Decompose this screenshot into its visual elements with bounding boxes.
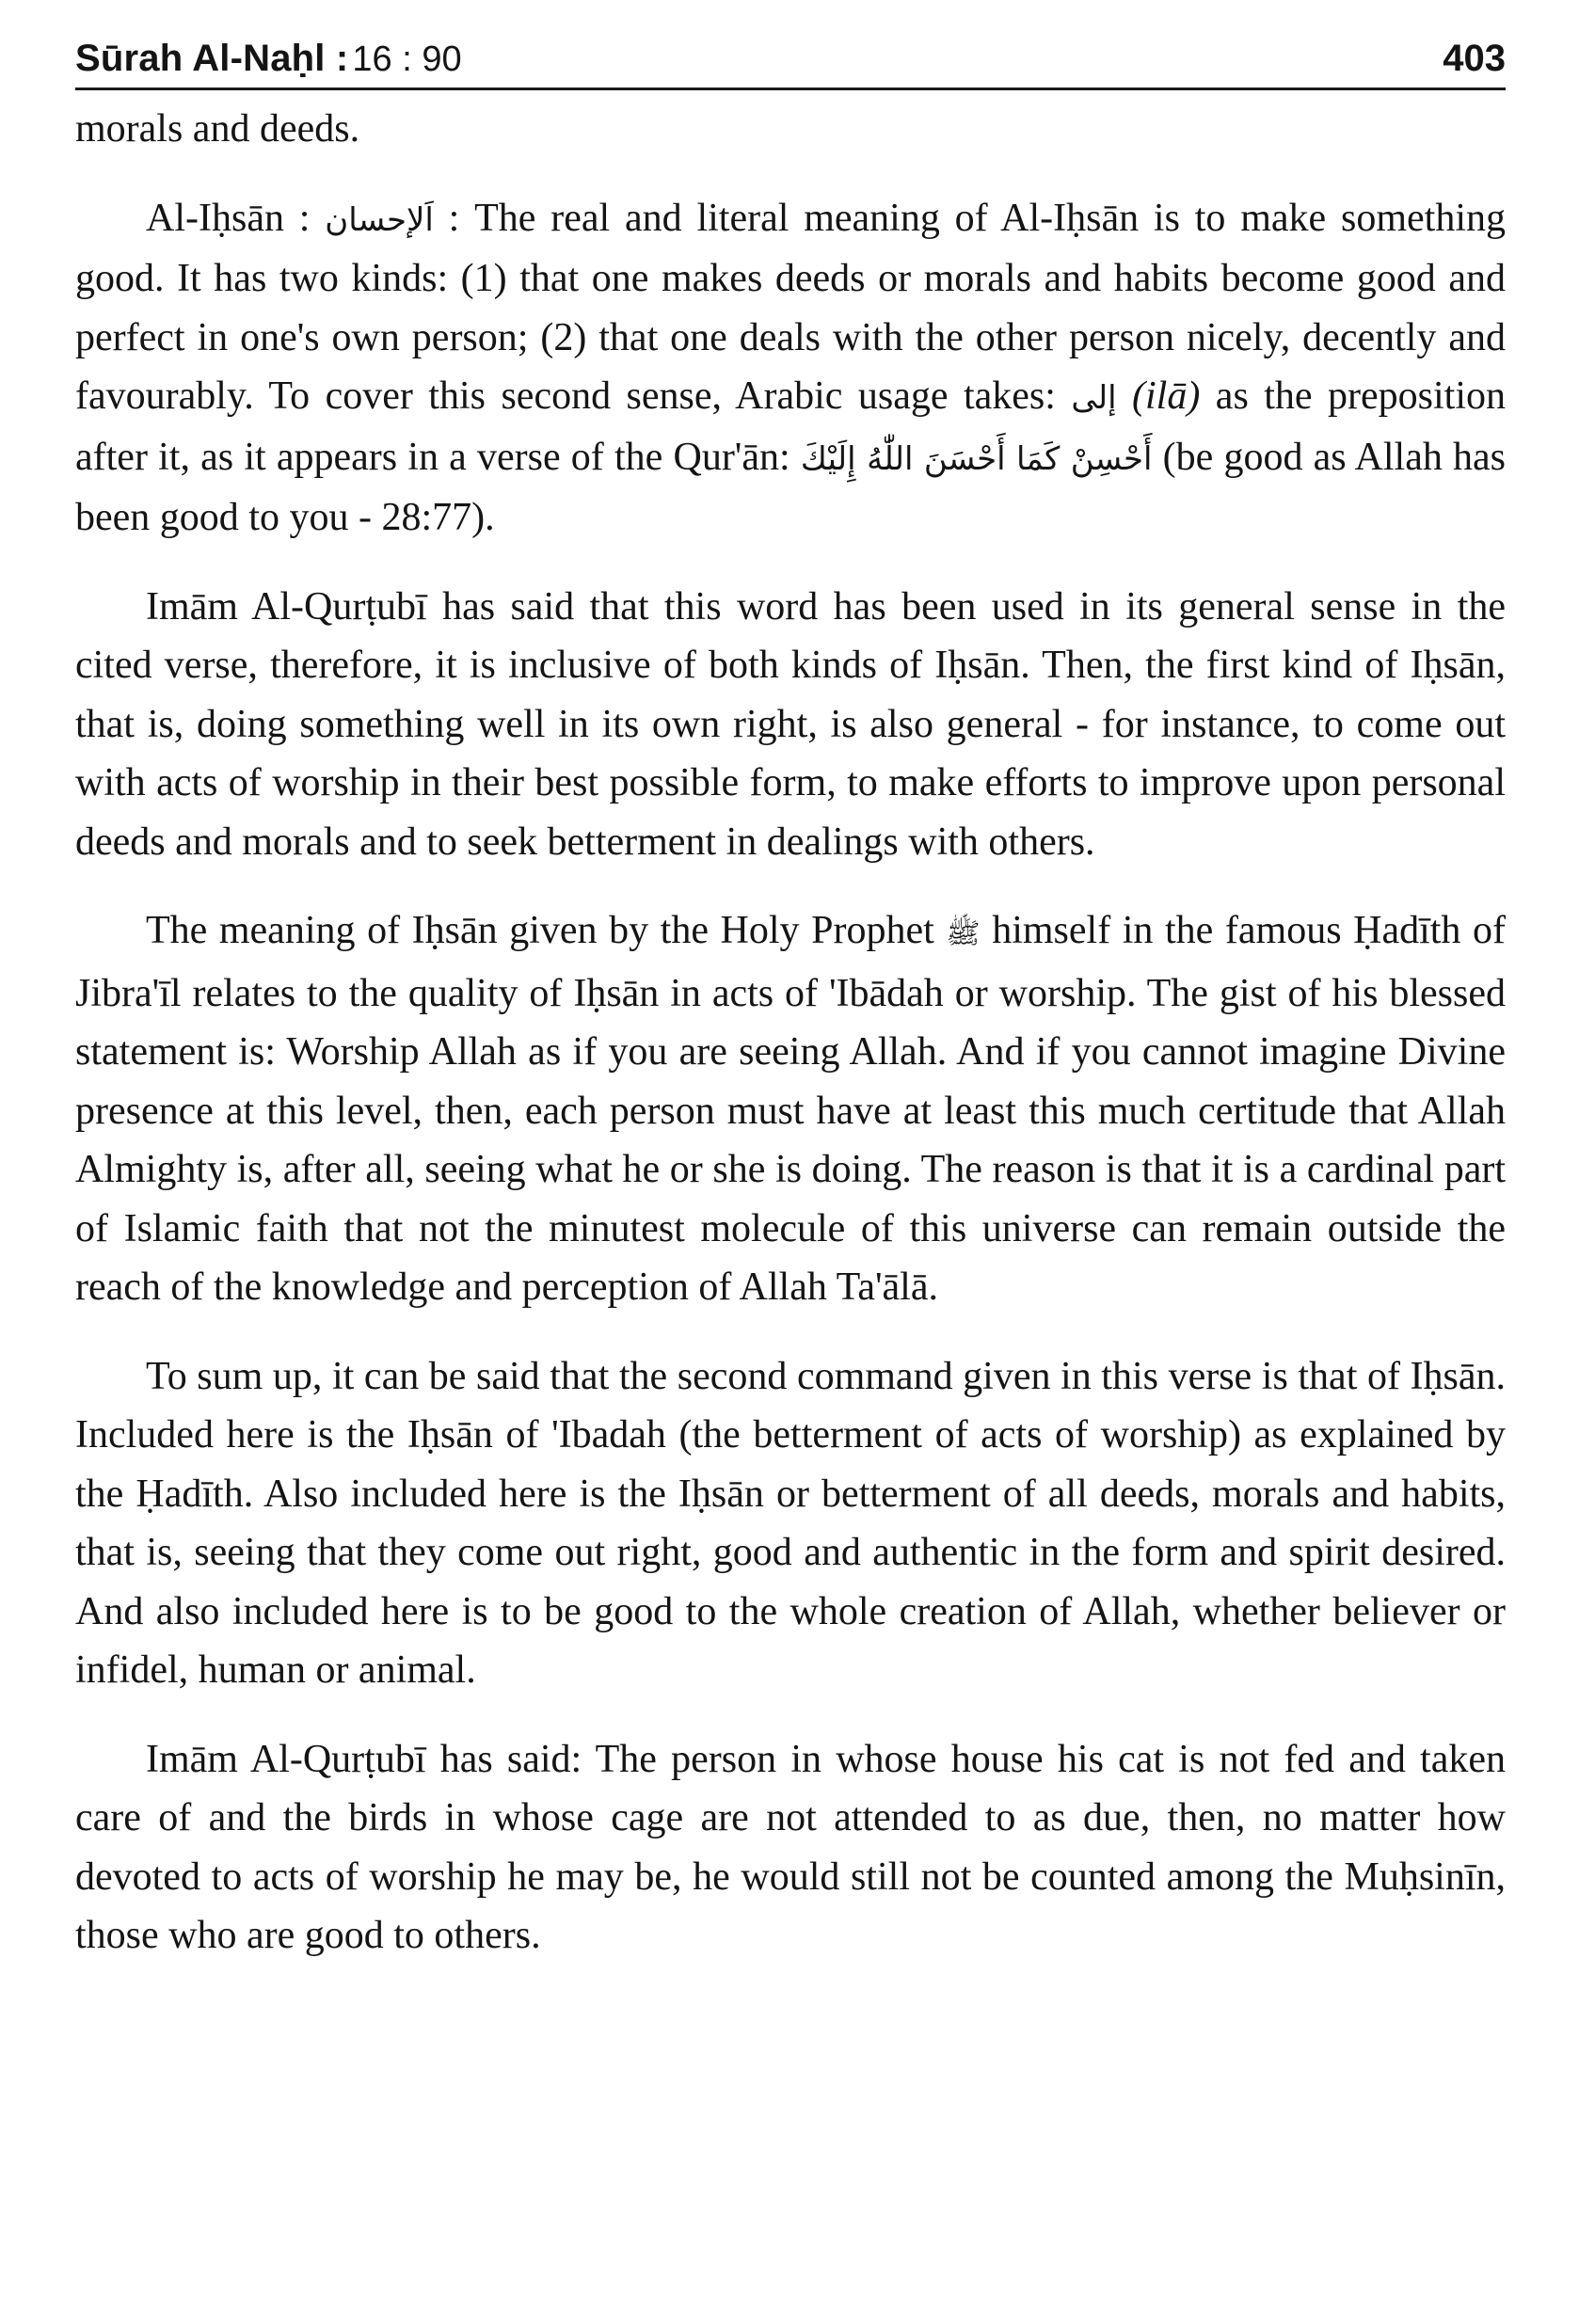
book-page — [75, 38, 1506, 1996]
transliteration: (ilā) — [1132, 374, 1201, 418]
arabic-preposition: إلى — [1071, 379, 1117, 417]
paragraph-ihsan-definition — [75, 189, 1506, 548]
arabic-term: اَلإحسان — [325, 200, 434, 239]
paragraph-continuation: morals and deeds. — [75, 107, 360, 151]
term-label: Al-Iḥsān : — [146, 196, 326, 240]
chapter-reference — [75, 38, 462, 80]
paragraph-summary: To sum up, it can be said that the second command given in this verse is that of Iḥsān. Included here is the Iḥsān of 'Ibadah (the betterment of acts of worship) as explained by the Ḥadīth. Also included here is the Iḥsān or betterment of all deeds, morals and habits, that is, seeing that they come out right, good and authentic in the form and spirit desired. And also included here is to be good to the whole creation of Allah, whether believer or infidel, human or animal. — [75, 1354, 1506, 1692]
paragraph-qurtubi-general-sense: Imām Al-Qurṭubī has said that this word has been used in its general sense in the cited verse, therefore, it is inclusive of both kinds of Iḥsān. Then, the first kind of Iḥsān, that is, doing something well in its own right, is also general - for instance, to come out with acts of worship in their best possible form, to make efforts to improve upon personal deeds and morals and to seek betterment in dealings with others. — [75, 584, 1506, 864]
running-header — [75, 38, 1506, 90]
page-body — [75, 100, 1506, 1966]
verse-translation: (be good as Allah has been good to you - 28:77). — [75, 435, 1507, 539]
page-number: 403 — [1443, 38, 1506, 79]
paragraph-text-continued: himself in the famous Ḥadīth of Jibra'īl relates to the quality of Iḥsān in acts of 'Ibādah or worship. The gist of his blessed statement is: Worship Allah as if you are seeing Allah. And if you cannot imagine Divine presence at this level, then, each person must have at least this much certitude that Allah Almighty is, after all, seeing what he or she is doing. The reason is that it is a cardinal part of Islamic faith that not the minutest molecule of this universe can remain outside the reach of the knowledge and perception of Allah Ta'ālā. — [75, 909, 1506, 1309]
salutation-symbol: ﷺ — [946, 917, 981, 950]
paragraph-qurtubi-cat: Imām Al-Qurṭubī has said: The person in whose house his cat is not fed and taken care of and the birds in whose cage are not attended to as due, then, no matter how devoted to acts of worship he may be, he would still not be counted among the Muḥsinīn, those who are good to others. — [75, 1737, 1506, 1957]
verse-reference: 16 : 90 — [352, 40, 462, 79]
arabic-verse-quote: أَحْسِنْ كَمَا أَحْسَنَ اللّٰهُ إِلَيْكَ — [800, 439, 1153, 478]
paragraph-hadith-jibrail — [75, 901, 1506, 1317]
surah-title: Sūrah Al-Naḥl : — [75, 38, 349, 79]
definition-text: : The real and literal meaning of Al-Iḥsān is to make something good. It has two kinds: (1) that one makes deeds or morals and habits become good and perfect in one's own person; (2) that one deals with the other person nicely, decently and favourably. To cover this second sense, Arabic usage takes: — [75, 196, 1506, 418]
paragraph-text: The meaning of Iḥsān given by the Holy Prophet — [146, 909, 947, 952]
definition-text-continued: as the preposition after it, as it appears in a verse of the Qur'ān: — [75, 374, 1507, 479]
